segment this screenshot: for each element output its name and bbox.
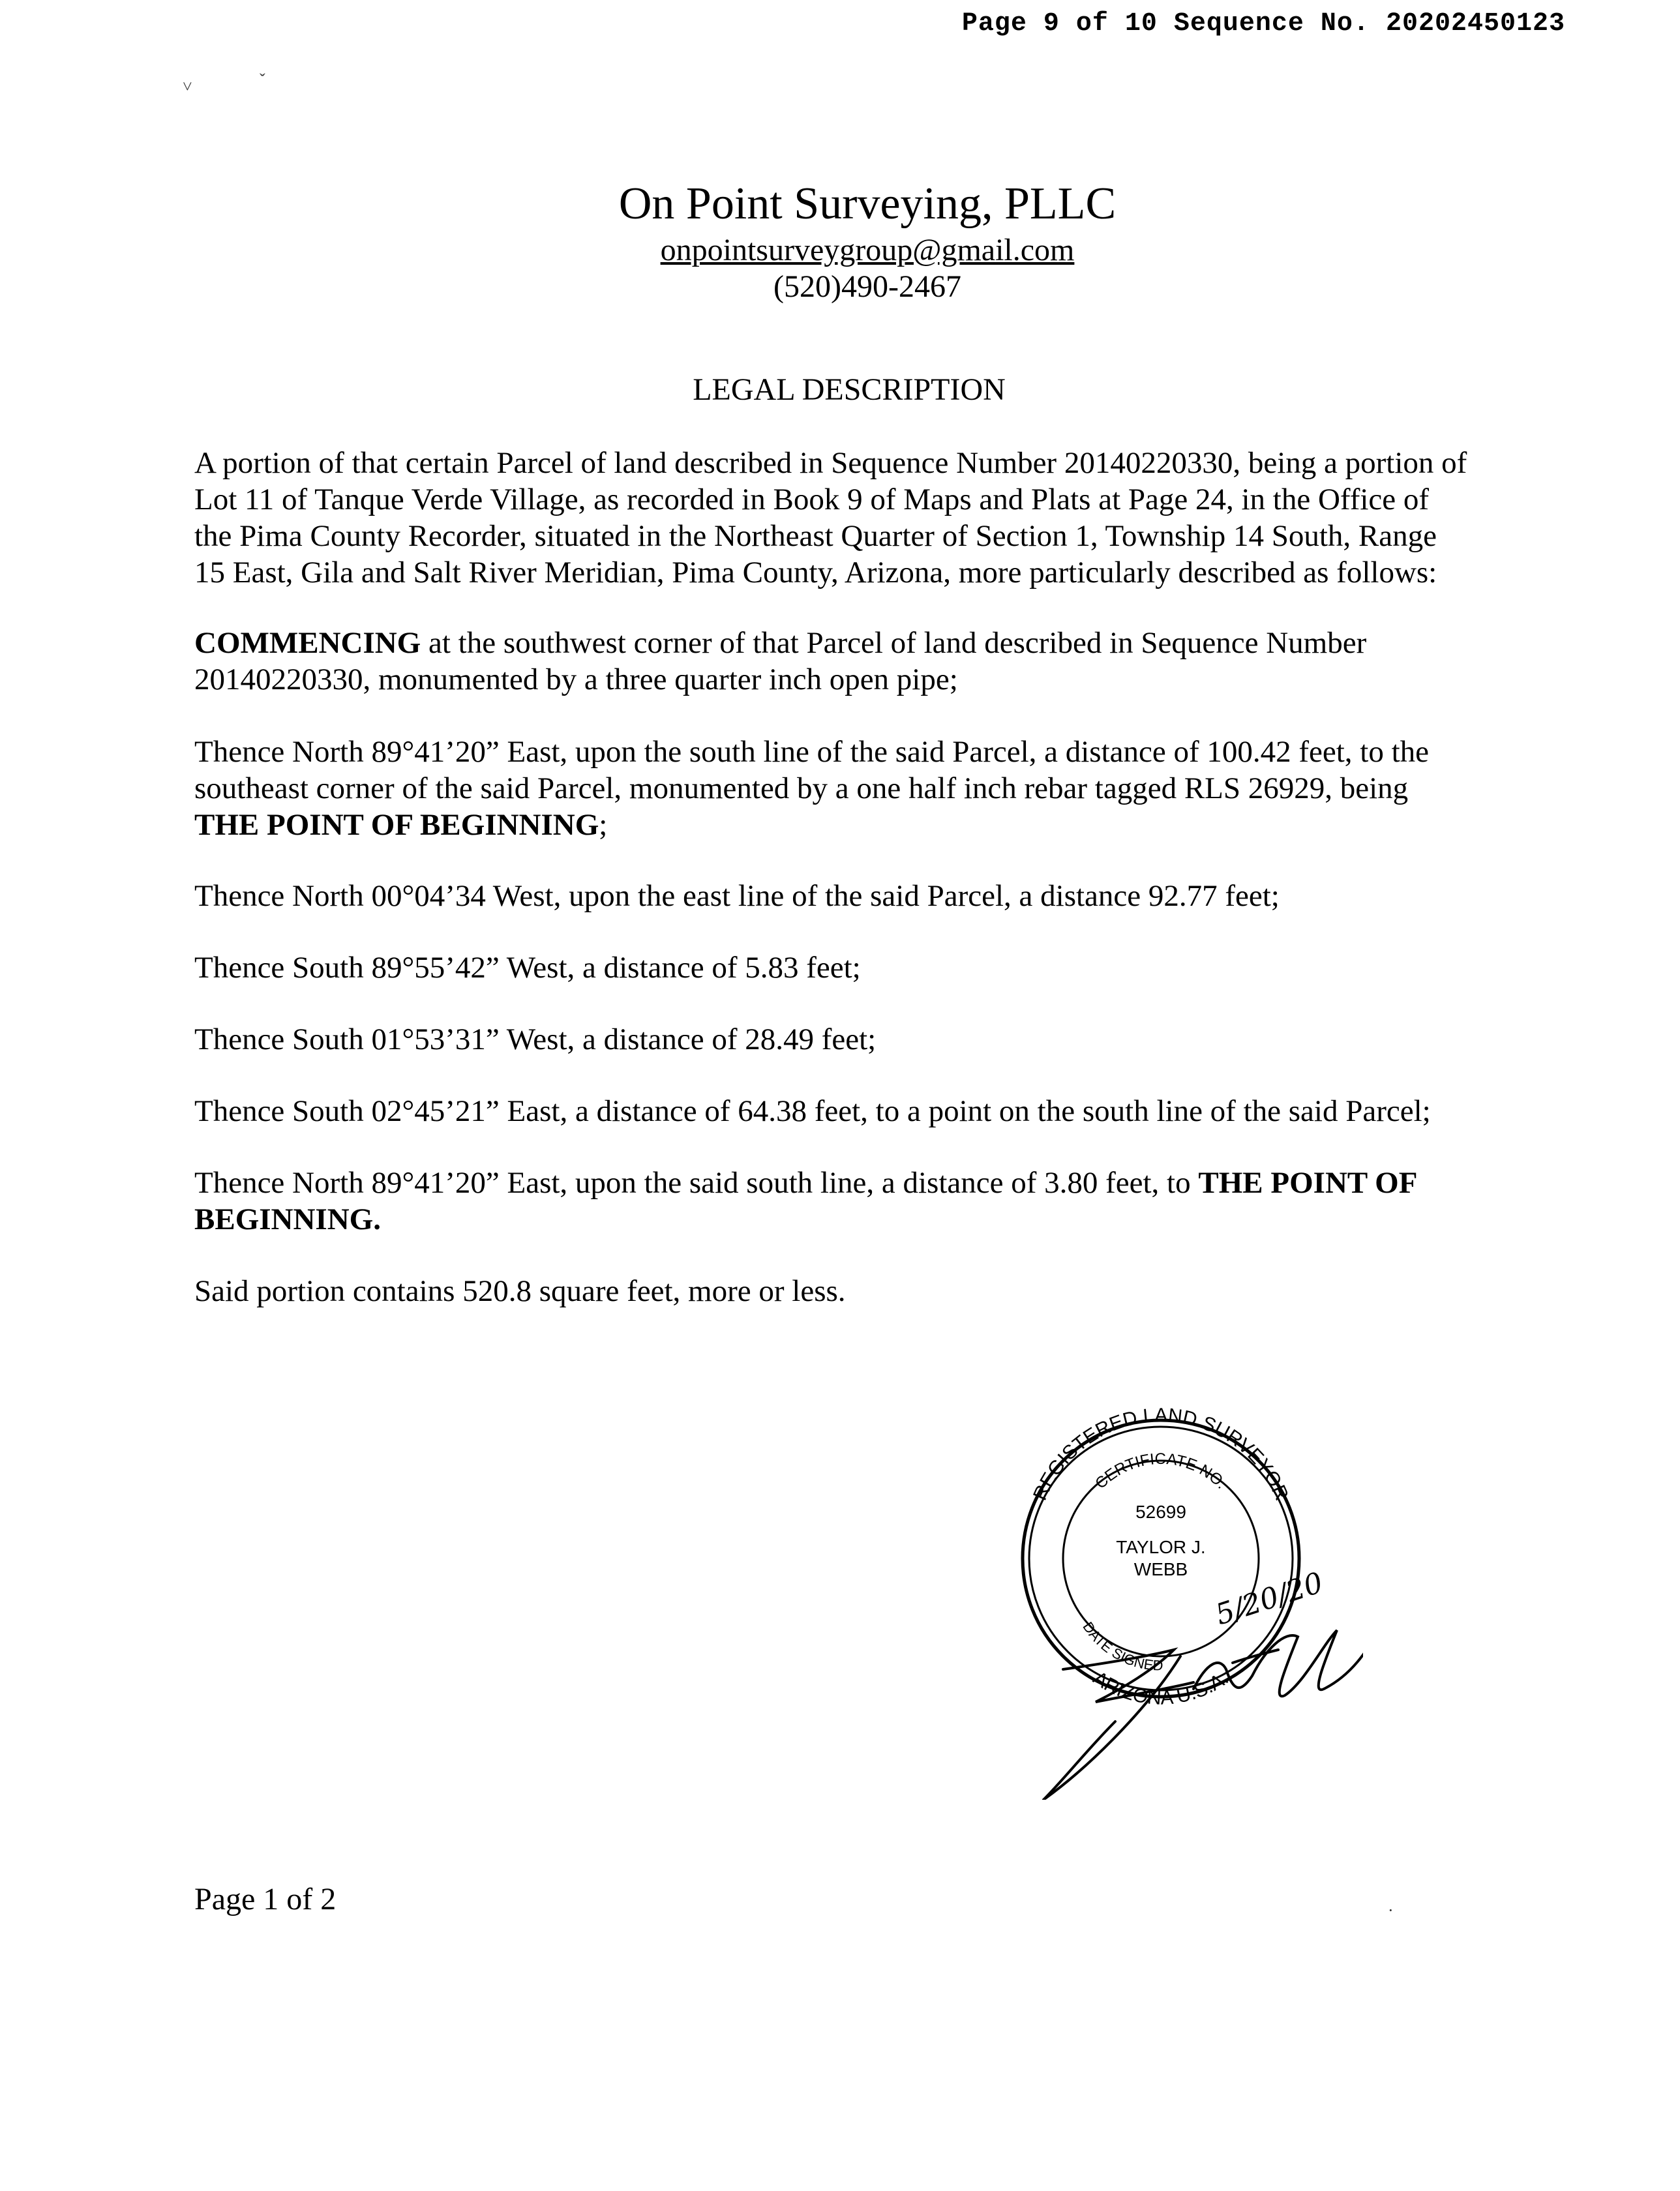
paragraph-course-2: Thence North 00°04’34 West, upon the east line of the said Parcel, a distance 92.77 feet;	[194, 879, 1280, 913]
seal-date-handwritten: 5/20/20	[1211, 1566, 1327, 1632]
seal-bottom-text: ARIZONA U.S.A.	[1089, 1667, 1233, 1709]
company-email: onpointsurveygroup@gmail.com	[660, 233, 1075, 267]
paragraph-commencing	[194, 625, 1473, 698]
recording-page-stamp: Page 9 of 10 Sequence No. 20202450123	[961, 9, 1565, 38]
signature-scribble	[1043, 1630, 1363, 1800]
paragraph-intro: A portion of that certain Parcel of land described in Sequence Number 20140220330, being a portion of Lot 11 of Tanque Verde Village, as recorded in Book 9 of Maps and Plats at Page 24, in the Office of the Pima County Recorder, situated in the Northeast Quarter of Section 1, Township 14 South, Range 15 East, Gila and Salt River Meridian, Pima County, Arizona, more particularly described as follows:	[194, 446, 1467, 589]
document-title	[0, 372, 1680, 408]
paragraph-course-6	[194, 1165, 1473, 1238]
course-6-text: Thence North 89°41’20” East, upon the said south line, a distance of 3.80 feet, to	[194, 1166, 1199, 1200]
seal-name-line-1: TAYLOR J.	[1116, 1537, 1206, 1557]
company-phone: (520)490-2467	[773, 269, 961, 304]
point-of-beginning-label: THE POINT OF BEGINNING	[194, 808, 599, 842]
seal-certificate-number: 52699	[1135, 1502, 1186, 1522]
seal-certificate-label: CERTIFICATE NO.	[1092, 1450, 1231, 1493]
paragraph-course-3: Thence South 89°55’42” West, a distance of 5.83 feet;	[194, 951, 861, 985]
seal-graphic	[959, 1382, 1363, 1800]
paragraph-course-1	[194, 734, 1473, 843]
document-title-text: LEGAL DESCRIPTION	[693, 372, 1006, 407]
point-of-beginning-closing: THE POINT OF BEGINNING.	[194, 1166, 1417, 1236]
scan-speck: ˅	[183, 77, 192, 96]
paragraph-course-4: Thence South 01°53’31” West, a distance of 28.49 feet;	[194, 1022, 877, 1056]
paragraph-course-5: Thence South 02°45’21” East, a distance of 64.38 feet, to a point on the south line of the said Parcel;	[194, 1094, 1431, 1128]
paragraph-area: Said portion contains 520.8 square feet, more or less.	[194, 1274, 846, 1308]
seal-name-line-2: WEBB	[1133, 1559, 1188, 1579]
letterhead	[0, 176, 1680, 305]
seal-outer-text: REGISTERED LAND SURVEYOR	[1029, 1404, 1293, 1504]
page-footer: Page 1 of 2	[194, 1882, 337, 1916]
surveyor-seal	[959, 1382, 1363, 1800]
scan-speck: ·	[1388, 1901, 1394, 1920]
commencing-keyword: COMMENCING	[194, 626, 421, 660]
course-1-end: ;	[599, 808, 608, 842]
scan-speck: ˇ	[260, 70, 265, 89]
company-name: On Point Surveying, PLLC	[618, 179, 1117, 229]
course-1-text: Thence North 89°41’20” East, upon the south line of the said Parcel, a distance of 100.42 feet, to the southeast corner of the said Parcel, monumented by a one half inch rebar tagged RLS 26929, being	[194, 735, 1430, 805]
seal-date-label: DATE SIGNED	[1079, 1618, 1163, 1674]
commencing-text: at the southwest corner of that Parcel of land described in Sequence Number 20140220330, monumented by a three quarter inch open pipe;	[194, 626, 1367, 696]
